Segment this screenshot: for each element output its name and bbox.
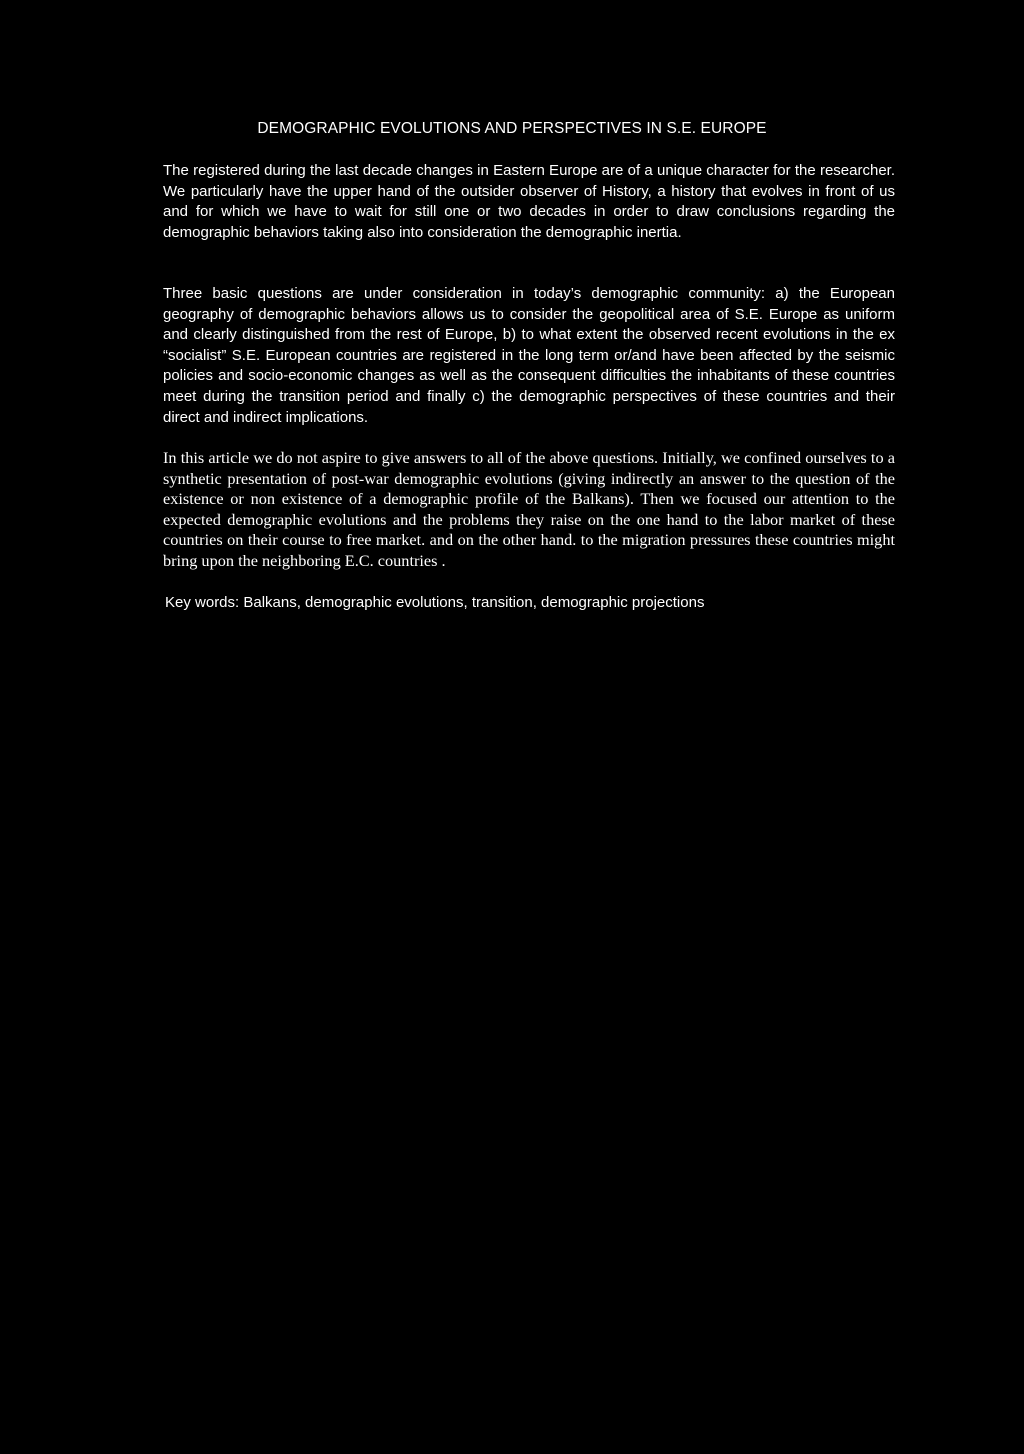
document-title: DEMOGRAPHIC EVOLUTIONS AND PERSPECTIVES IN S.E. EUROPE [257, 120, 767, 137]
abstract-paragraph-2: Three basic questions are under consideration in today’s demographic community: a) the European geography of demographic behaviors allows us to consider the geopolitical area of S.E. Europe as uniform and clearly distinguished from the rest of Europe, b) to what extent the observed recent evolutions in the ex “socialist” S.E. European countries are registered in the long term or/and have been affected by the seismic policies and socio-economic changes as well as the consequent difficulties the inhabitants of these countries meet during the transition period and finally c) the demographic perspectives of these countries and their direct and indirect implications. [163, 285, 895, 426]
abstract-paragraph-1: The registered during the last decade changes in Eastern Europe are of a unique character for the researcher. We particularly have the upper hand of the outsider observer of History, a history that evolves in front of us and for which we have to wait for still one or two decades in order to draw conclusions regarding the demographic behaviors taking also into consideration the demographic inertia. [163, 162, 895, 241]
abstract-paragraph-3: In this article we do not aspire to give answers to all of the above questions. Initially, we confined ourselves to a synthetic presentation of post-war demographic evolutions (giving indirectly an answer to the question of the existence or non existence of a demographic profile of the Balkans). Then we focused our attention to the expected demographic evolutions and the problems they raise on the one hand to the labor market of these countries on their course to free market. and on the other hand. to the migration pressures these countries might bring upon the neighboring E.C. countries . [163, 448, 895, 570]
keywords-line: Key words: Balkans, demographic evolutions, transition, demographic projections [165, 594, 705, 611]
